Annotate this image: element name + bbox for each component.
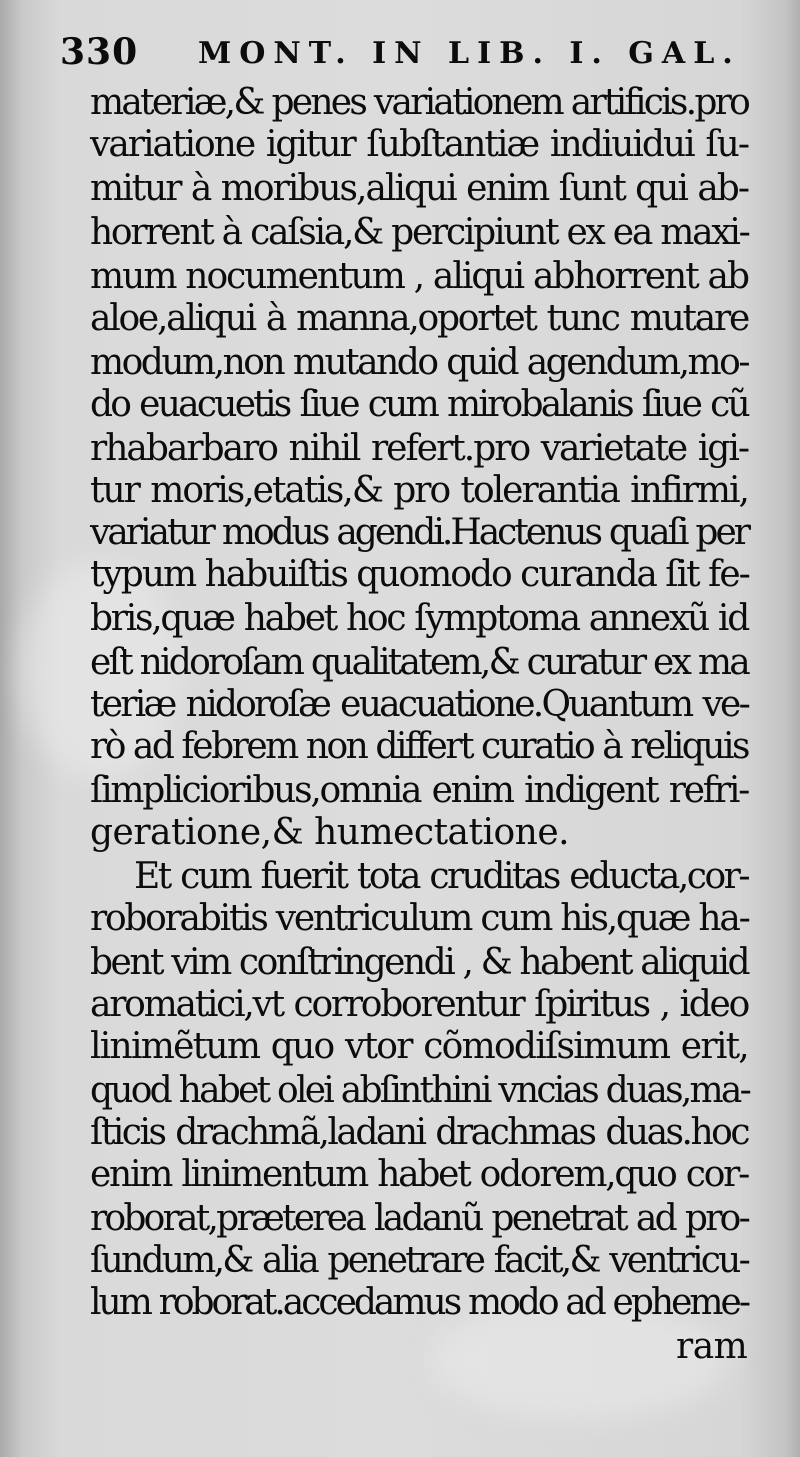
- text-line: do euacuetis ſiue cum mirobalanis ſiue cũ: [90, 384, 748, 425]
- text-line: roborat,præterea ladanũ penetrat ad pro-: [90, 1198, 748, 1239]
- text-line: ſticis drachmã,ladani drachmas duas.hoc: [90, 1112, 748, 1153]
- text-line: aromatici,vt corroborentur ſpiritus , ideo: [90, 984, 748, 1025]
- text-line: bris,quæ habet hoc ſymptoma annexũ id: [90, 598, 748, 639]
- text-line: bent vim conſtringendi , & habent aliquid: [90, 942, 748, 983]
- text-line: aloe,aliqui à manna,oportet tunc mutare: [90, 298, 748, 339]
- text-line: tur moris,etatis,& pro tolerantia infirmi,: [90, 470, 748, 511]
- paragraph-start-line: Et cum fuerit tota cruditas educta,cor-: [134, 856, 748, 897]
- text-line: rhabarbaro nihil refert.pro varietate igi-: [90, 428, 748, 469]
- text-line: variatione igitur ſubſtantiæ indiuidui ſu-: [90, 124, 748, 165]
- text-line: materiæ,& penes variationem artificis.pro: [90, 82, 748, 123]
- text-line: geratione,& humectatione.: [90, 812, 570, 853]
- text-line: typum habuiſtis quomodo curanda ſit fe-: [90, 554, 749, 595]
- text-line: enim linimentum habet odorem,quo cor-: [90, 1154, 748, 1195]
- catchword: ram: [676, 1326, 748, 1367]
- text-line: modum,non mutando quid agendum,mo-: [90, 342, 748, 383]
- text-line: quod habet olei abſinthini vncias duas,ma-: [90, 1070, 750, 1111]
- text-line: rò ad febrem non differt curatio à reliquis: [90, 726, 748, 767]
- text-line: mum nocumentum , aliqui abhorrent ab: [90, 256, 748, 297]
- text-line: teriæ nidoroſæ euacuatione.Quantum ve-: [90, 684, 748, 725]
- text-line: eſt nidoroſam qualitatem,& curatur ex ma: [90, 642, 748, 683]
- running-header: MONT. IN LIB. I. GAL.: [198, 36, 741, 71]
- page-number: 330: [60, 31, 139, 73]
- text-line: linimẽtum quo vtor cõmodiſsimum erit,: [90, 1026, 748, 1067]
- text-line: mitur à moribus,aliqui enim ſunt qui ab-: [90, 168, 748, 209]
- text-line: ſundum,& alia penetrare facit,& ventricu-: [90, 1240, 748, 1281]
- text-line: lum roborat.accedamus modo ad epheme-: [90, 1282, 748, 1323]
- text-line: roborabitis ventriculum cum his,quæ ha-: [90, 898, 749, 939]
- text-line: ſimplicioribus,omnia enim indigent refri-: [90, 770, 748, 811]
- text-line: horrent à caſsia,& percipiunt ex ea maxi-: [90, 212, 749, 253]
- text-line: variatur modus agendi.Hactenus quaſi per: [90, 512, 748, 553]
